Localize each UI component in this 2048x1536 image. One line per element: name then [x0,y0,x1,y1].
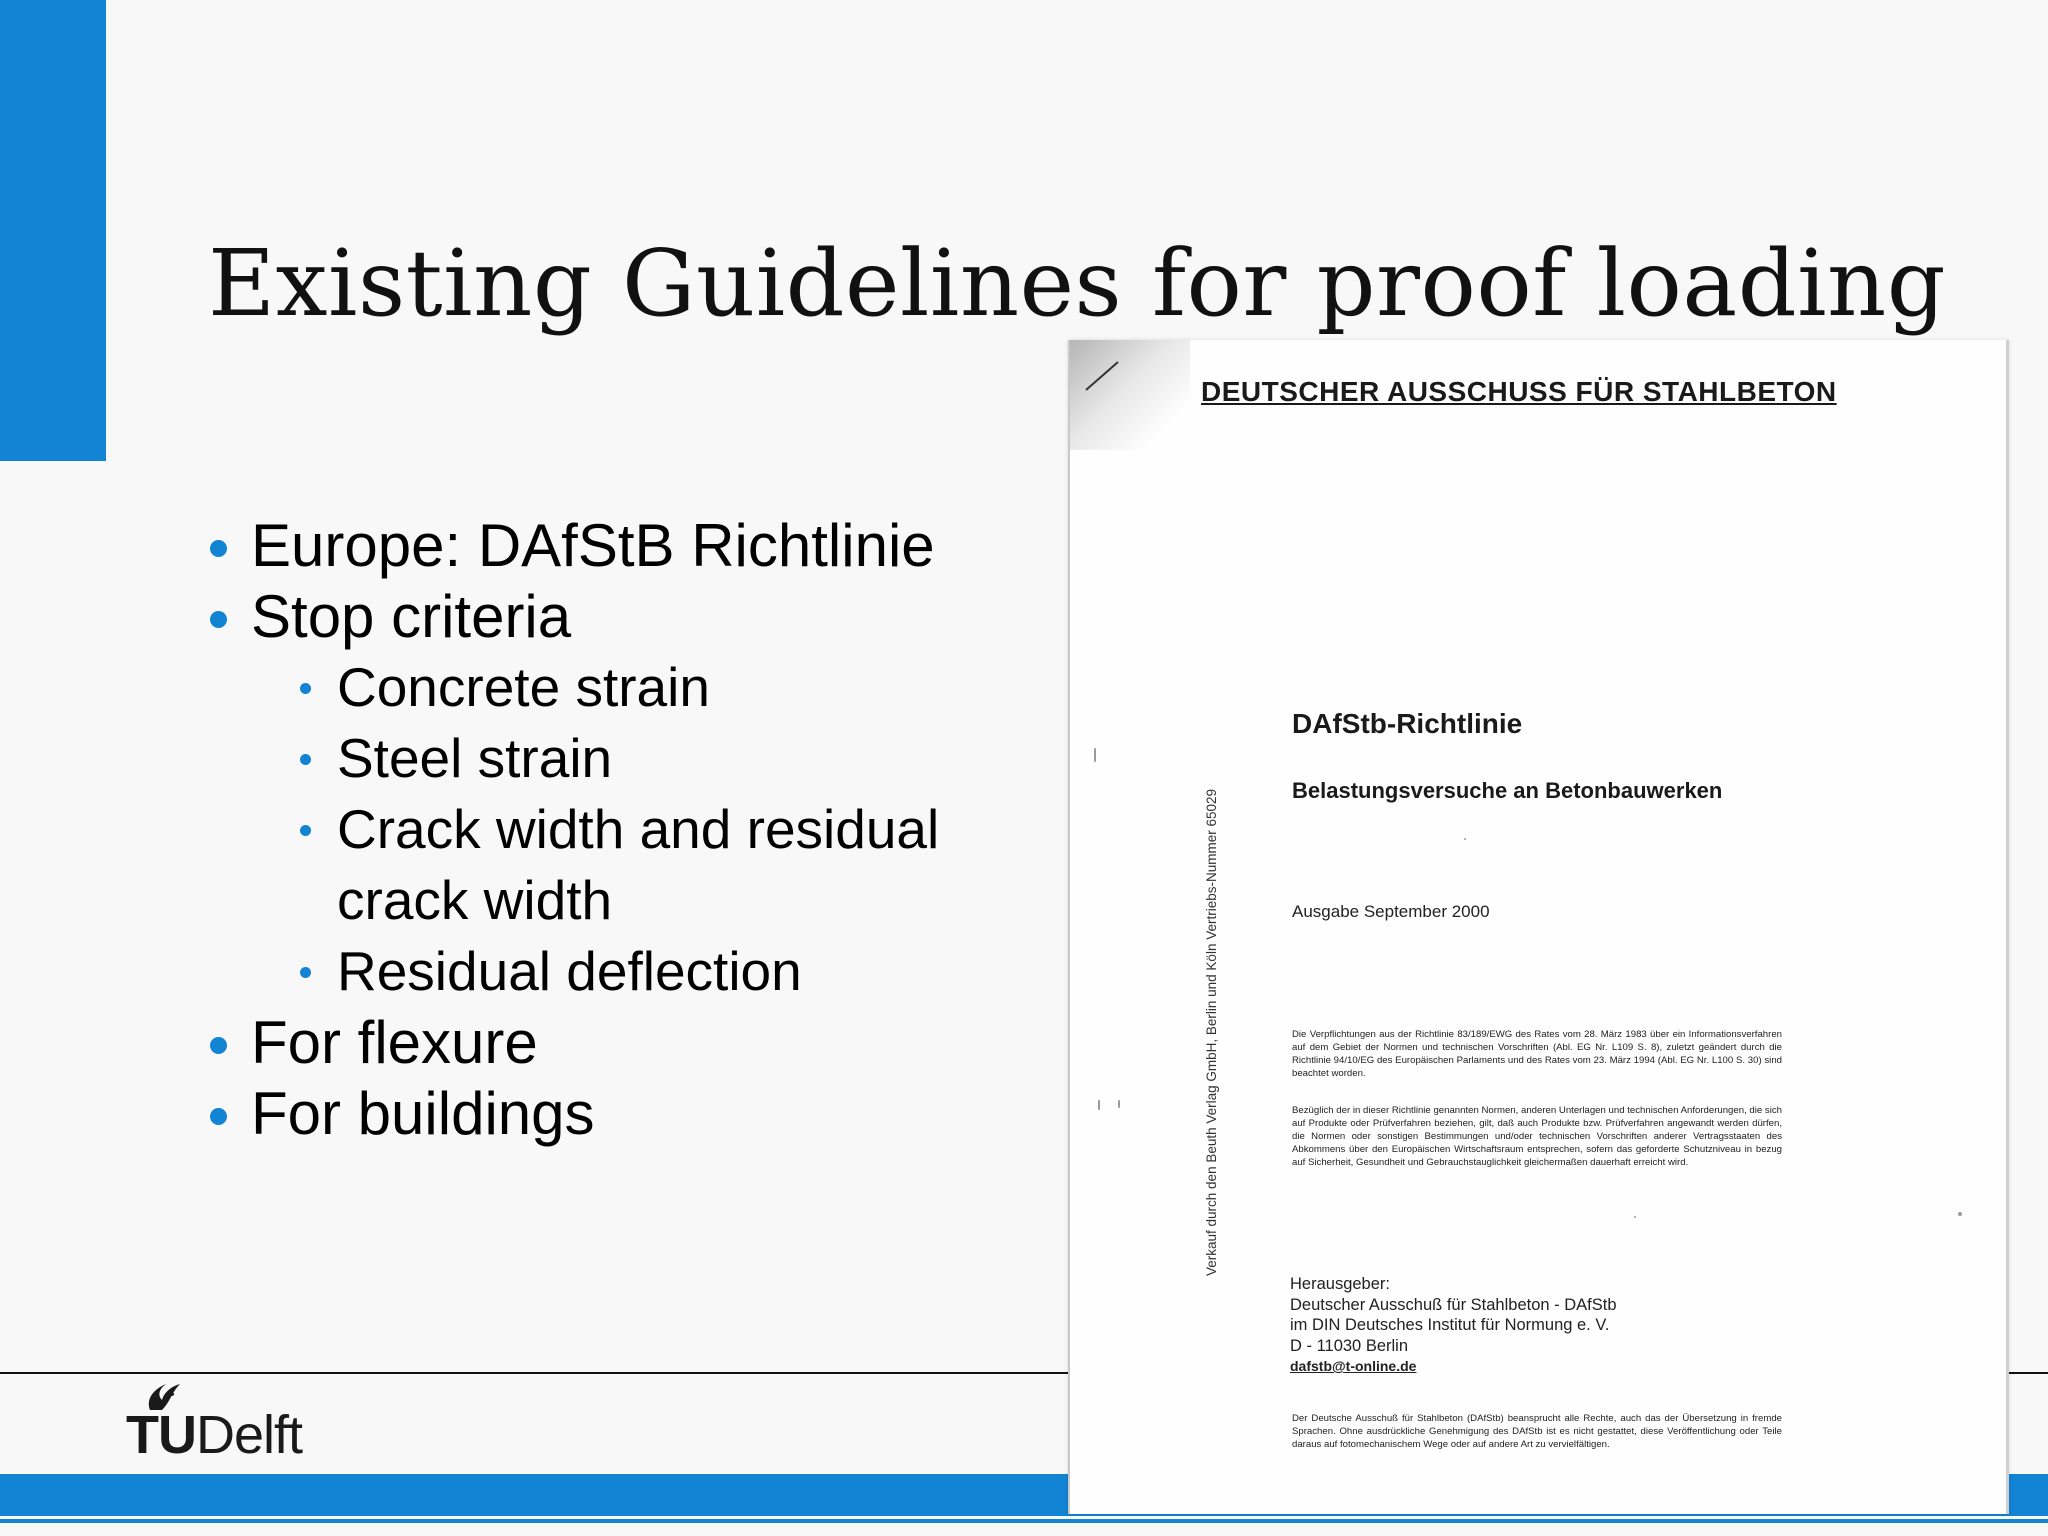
publisher-line: im DIN Deutsches Institut für Normung e. V. [1290,1316,1610,1334]
publisher-email: dafstb@t-online.de [1290,1358,1417,1374]
logo-wordmark [126,1404,302,1466]
publisher-label: Herausgeber: [1290,1275,1390,1293]
document-paragraph: Bezüglich der in dieser Richtlinie genannten Normen, anderen Unterlagen und technischen Anforderungen, die sich auf Produkte oder Prüfverfahren beziehen, gilt, daß auch Produkte bzw. Prüfverfahren angewandt werden dürfen, die Normen oder sonstigen Bestimmungen und/oder technischen Vorschriften anderer Vertragsstaaten des Abkommens über den Europäischen Wirtschaftsraum entsprechen, sofern das geforderte Schutzniveau in bezug auf Sicherheit, Gesundheit und Gebrauchstauglichkeit gleichermaßen dauerhaft erreicht wird. [1292,1105,1782,1168]
document-copyright: Der Deutsche Ausschuß für Stahlbeton (DAfStb) beansprucht alle Rechte, auch das der Übersetzung in fremde Sprachen. Ohne ausdrückliche Genehmigung des DAfStb ist es nicht gestattet, diese Veröffentlichung oder Teile daraus auf fotomechanischem Wege oder auf andere Art zu vervielfältigen. [1292,1413,1782,1450]
scan-speck [1118,1100,1120,1108]
accent-block [0,0,106,461]
document-title: DAfStb-Richtlinie [1292,708,1523,739]
logo-delft: Delft [195,1405,303,1465]
document-paragraph: Die Verpflichtungen aus der Richtlinie 83/189/EWG des Rates vom 28. März 1983 über ein Informationsverfahren auf dem Gebiet der Normen und technischen Vorschriften (Abl. EG Nr. L109 S. 8), zuletzt geändert durch die Richtlinie 94/10/EG des Europäischen Parlaments und des Rates vom 23. März 1994 (Abl. EG Nr. L100 S. 30) sind beachtet worden. [1292,1029,1782,1079]
scanned-document [1068,340,2009,1514]
document-header: DEUTSCHER AUSSCHUSS FÜR STAHLBETON [1201,376,1837,407]
bullet-item: For buildings [208,1078,1048,1149]
scan-mark [1078,356,1138,396]
scan-speck [1958,1212,1962,1216]
slide-title: Existing Guidelines for proof loading [208,230,1947,337]
bullet-item: For flexure [208,1007,1048,1078]
scan-speck [1464,838,1466,840]
document-edition: Ausgabe September 2000 [1292,902,1490,921]
logo-tu: TU [126,1405,196,1465]
document-publisher [1290,1274,1617,1377]
sub-bullet-list [208,652,1048,1007]
scan-speck [1094,748,1096,762]
scan-speck [1634,1216,1636,1218]
tu-delft-logo [126,1378,336,1468]
sub-bullet-item: Steel strain [295,723,1048,794]
publisher-line: D - 11030 Berlin [1290,1336,1409,1355]
sub-bullet-item: Residual deflection [295,936,1048,1007]
sub-bullet-item: Concrete strain [295,652,1048,723]
scan-speck [1098,1100,1100,1110]
bullet-item: Stop criteria [208,581,1048,652]
bullet-list [208,510,1048,1149]
bullet-item: Europe: DAfStB Richtlinie [208,510,1048,581]
document-side-text: Verkauf durch den Beuth Verlag GmbH, Berlin und Köln Vertriebs-Nummer 65029 [1204,788,1219,1276]
sub-bullet-item: Crack width and residual crack width [295,794,1048,936]
publisher-line: Deutscher Ausschuß für Stahlbeton - DAfStb [1290,1295,1617,1314]
document-subtitle: Belastungsversuche an Betonbauwerken [1292,778,1723,803]
footer-stripe [0,1519,2048,1523]
